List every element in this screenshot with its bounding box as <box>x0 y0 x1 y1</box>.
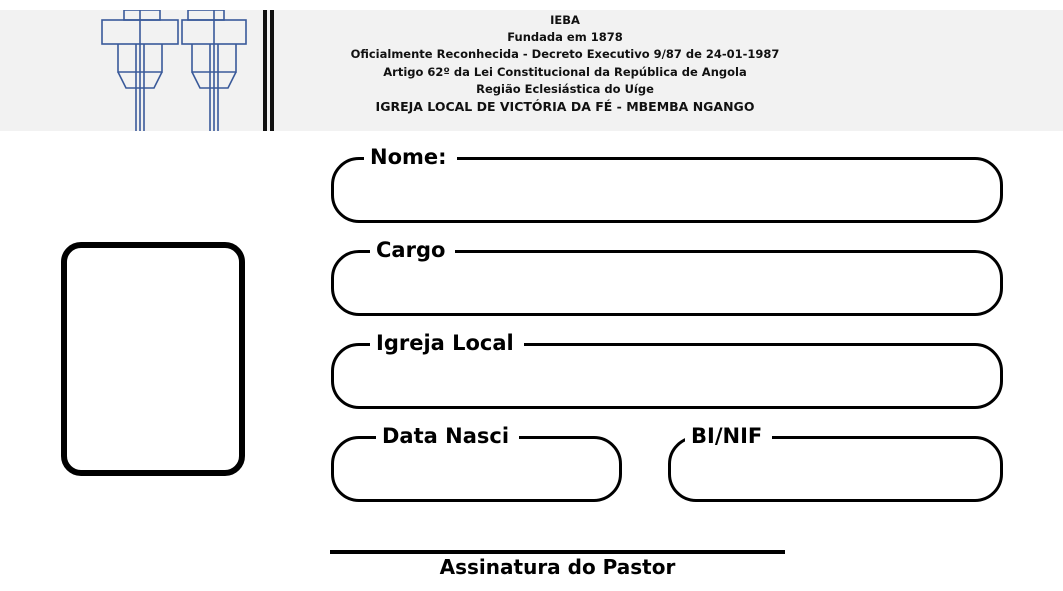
header-line-decree: Oficialmente Reconhecida - Decreto Executivo 9/87 de 24-01-1987 <box>350 47 780 62</box>
header-line-org: IEBA <box>550 13 580 27</box>
divider-line <box>270 10 274 131</box>
divider-line <box>263 10 267 131</box>
data-nasci-label: Data Nasci <box>376 423 519 449</box>
header-text <box>330 12 800 115</box>
cargo-label: Cargo <box>370 237 455 263</box>
cargo-field[interactable] <box>331 238 1003 316</box>
bi-nif-field[interactable] <box>668 424 1003 502</box>
header-line-church: IGREJA LOCAL DE VICTÓRIA DA FÉ - MBEMBA NGANGO <box>375 99 755 115</box>
nome-label: Nome: <box>364 144 457 170</box>
header-line-region: Região Eclesiástica do Uíge <box>476 81 654 96</box>
igreja-local-label: Igreja Local <box>370 330 524 356</box>
photo-box[interactable] <box>61 242 245 476</box>
header-line-founded: Fundada em 1878 <box>507 30 623 45</box>
header-line-article: Artigo 62º da Lei Constitucional da República de Angola <box>383 64 747 79</box>
igreja-local-field[interactable] <box>331 331 1003 409</box>
bi-nif-label: BI/NIF <box>685 423 772 449</box>
double-cross-logo-icon <box>96 10 252 131</box>
nome-field[interactable] <box>331 145 1003 223</box>
data-nasci-field[interactable] <box>331 424 622 502</box>
signature-label: Assinatura do Pastor <box>439 555 676 579</box>
